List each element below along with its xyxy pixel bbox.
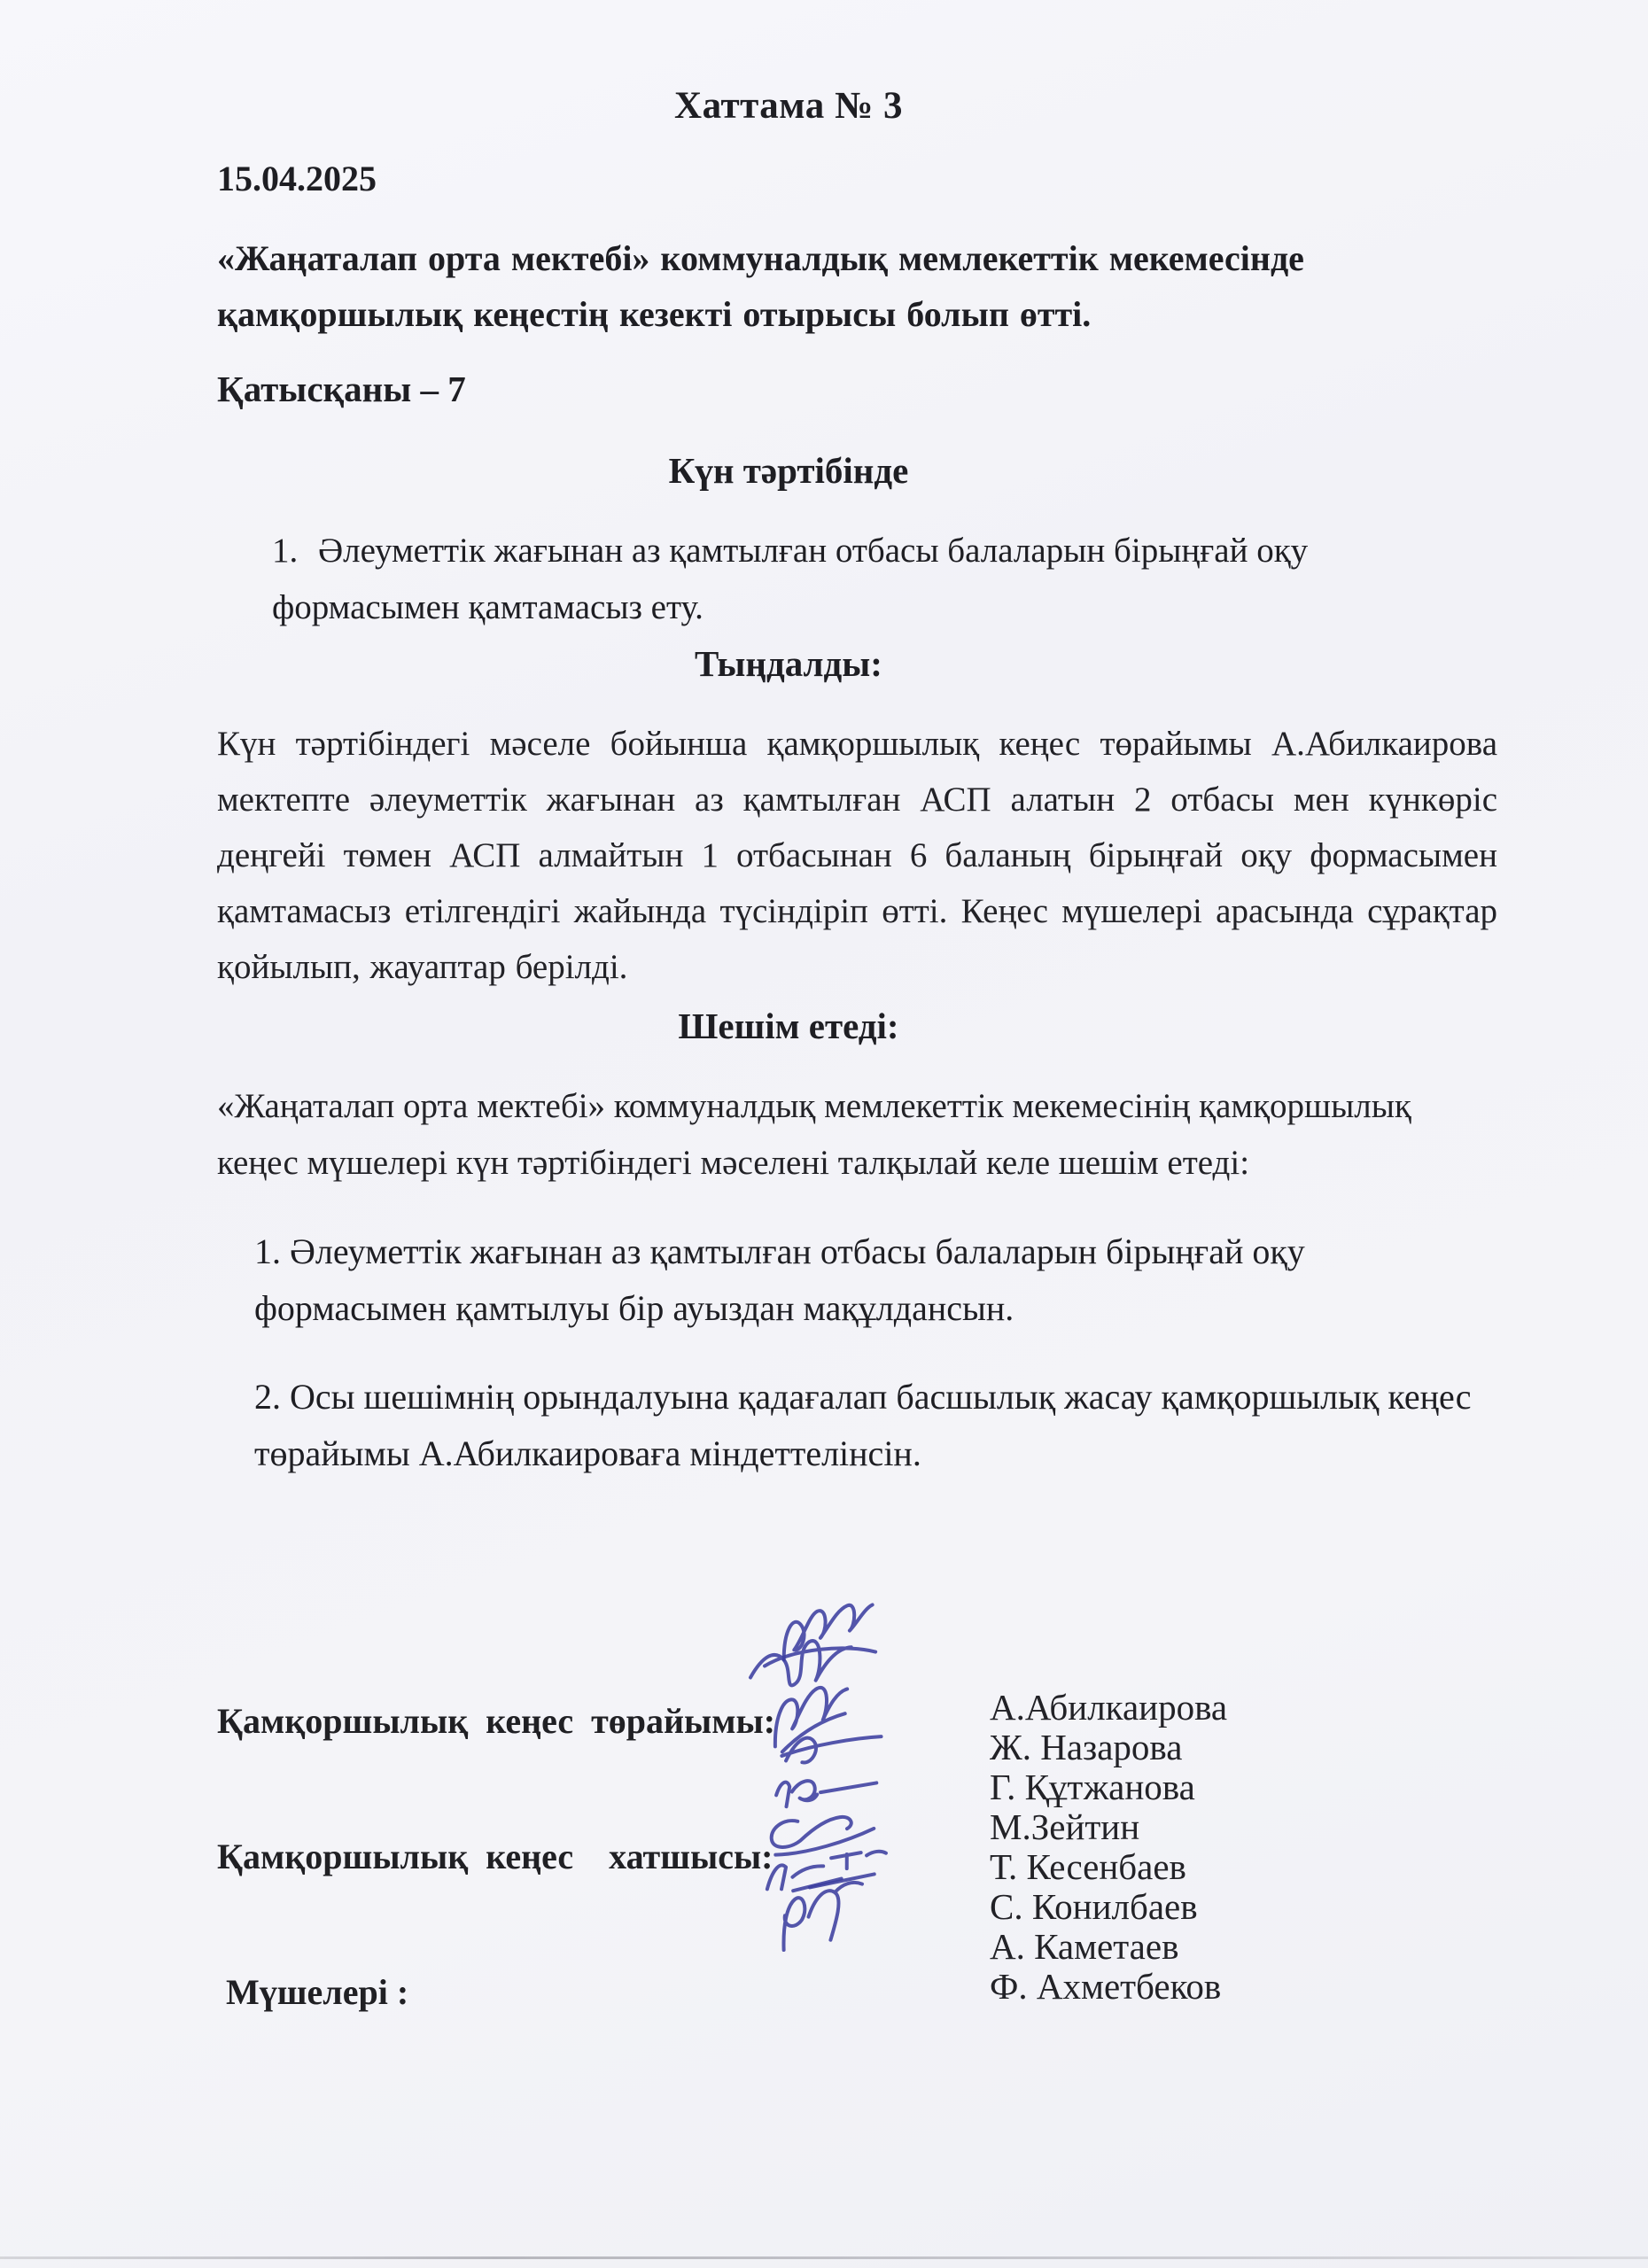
scan-edge-artifact — [0, 2256, 1648, 2259]
handwritten-signature — [755, 1853, 917, 1960]
agenda-heading: Күн тәртібінде — [668, 450, 909, 491]
handwritten-signature — [766, 1705, 913, 1780]
signer-name: Г. Құтжанова — [990, 1767, 1195, 1807]
participants-count: Қатысқаны – 7 — [217, 369, 466, 409]
agenda-list — [217, 523, 1497, 636]
signer-name: Ж. Назарова — [990, 1727, 1183, 1767]
signer-name: М.Зейтин — [990, 1806, 1140, 1847]
intro-paragraph: «Жаңаталап орта мектебі» коммуналдық мемлекеттік мекемесінде қамқоршылық кеңестің кезекті отырысы болып өтті. — [217, 238, 1304, 334]
decision-heading: Шешім етеді: — [678, 1006, 899, 1046]
signer-list — [917, 1608, 1228, 2007]
signature-labels — [217, 1608, 776, 2105]
decision-item-2-number: 2. — [254, 1377, 281, 1417]
heard-paragraph: Күн тәртібіндегі мәселе бойынша қамқоршылық кеңес төрайымы А.Абилкаирова мектепте әлеуметтік жағынан аз қамтылған АСП алатын 2 отбасы мен күнкөріс деңгейі төмен АСП алмайтын 1 отбасынан 6 баланың бірыңғай оқу формасымен қамтамасыз етілгендігі жайында түсіндіріп өтті. Кеңес мүшелері арасында сұрақтар қойылып, жауаптар берілді. — [217, 725, 1497, 986]
handwritten-signature — [762, 1746, 913, 1820]
document-title: Хаттама № 3 — [674, 85, 903, 127]
signature-label-chairperson: Қамқоршылық кеңес төрайымы: — [217, 1701, 776, 1741]
decision-item-2 — [217, 1369, 1497, 1482]
signature-label-secretary: Қамқоршылық кеңес хатшысы: — [217, 1837, 773, 1876]
decision-intro-paragraph: «Жаңаталап орта мектебі» коммуналдық мемлекеттік мекемесінің қамқоршылық кеңес мүшелері күн тәртібіндегі мәселені талқылай келе шешім етеді: — [217, 1087, 1411, 1182]
agenda-item-number: 1. — [272, 532, 299, 570]
signature-row — [917, 1608, 1228, 1728]
handwritten-signature — [756, 1782, 913, 1866]
signature-section — [217, 1608, 1497, 2105]
signature-label-members: Мүшелері : — [217, 1972, 409, 2012]
document-date: 15.04.2025 — [217, 159, 377, 198]
signer-name: С. Конилбаев — [990, 1886, 1198, 1927]
decision-item-1 — [217, 1223, 1497, 1337]
decision-item-1-text: Әлеуметтік жағынан аз қамтылған отбасы балаларын бірыңғай оқу формасымен қамтылуы бір ауыздан мақұлдансын. — [254, 1231, 1305, 1328]
agenda-item-text: Әлеуметтік жағынан аз қамтылған отбасы балаларын бірыңғай оқу формасымен қамтамасыз ету. — [272, 532, 1309, 626]
decision-item-2-text: Осы шешімнің орындалуына қадағалап басшылық жасау қамқоршылық кеңес төрайымы А.Абилкаироваға міндеттелінсін. — [254, 1377, 1472, 1473]
handwritten-signature — [752, 1824, 913, 1905]
signer-name: А.Абилкаирова — [990, 1687, 1228, 1728]
decision-item-1-number: 1. — [254, 1231, 281, 1271]
handwritten-signature — [758, 1573, 921, 1677]
signer-name: А. Каметаев — [990, 1926, 1179, 1967]
signer-name: Ф. Ахметбеков — [990, 1966, 1222, 2007]
signer-name: Т. Кесенбаев — [990, 1846, 1186, 1887]
heard-heading: Тыңдалды: — [695, 643, 882, 684]
